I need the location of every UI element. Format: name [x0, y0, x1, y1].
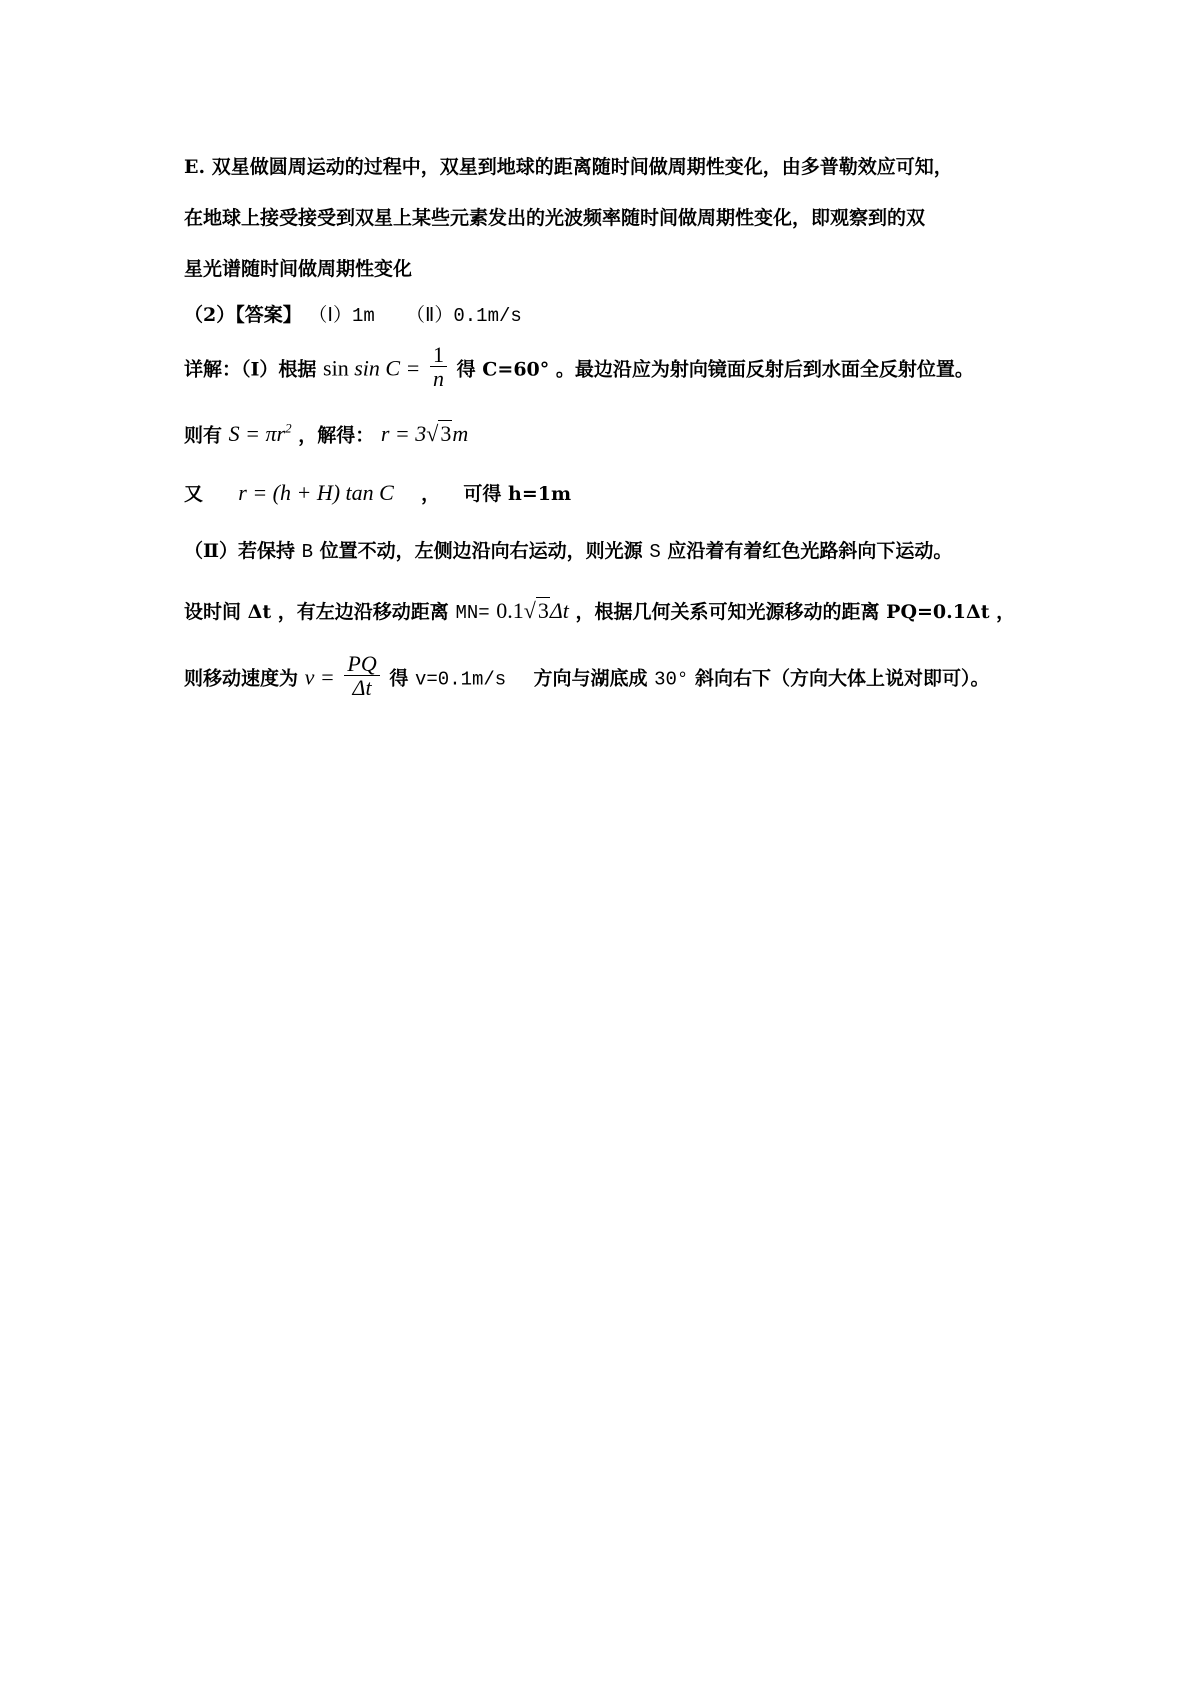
comma: ，: [421, 483, 441, 505]
answer-line: [184, 306, 522, 326]
detail-line-5: [184, 600, 1015, 623]
formula-v: v =: [304, 664, 335, 690]
para-e-line-3: [184, 260, 412, 279]
denominator: n: [433, 366, 445, 392]
denominator: Δt: [352, 675, 372, 701]
lead-text: 设时间: [184, 601, 242, 623]
answer-prefix: （2）【答案】: [184, 304, 302, 326]
exponent: 2: [285, 421, 292, 436]
end-punct: ，: [996, 601, 1016, 623]
answer-part-1: （Ⅰ）1m: [308, 305, 375, 327]
mid-text: ，解得：: [298, 424, 375, 447]
after-text: 可得: [463, 483, 502, 505]
radicand: 3: [537, 598, 549, 623]
fraction-1-over-n: [430, 343, 447, 390]
formula-left: sin C =: [354, 355, 421, 381]
formula-radius: r = 3√3m: [380, 421, 469, 447]
after-text: 得: [389, 667, 409, 690]
mid-text-1: ，有左边沿移动距离: [277, 601, 449, 623]
numerator: 1: [430, 343, 447, 367]
point-b: B: [301, 541, 314, 563]
formula-sinC: sin sin C =: [323, 355, 421, 381]
formula-radius-tan: r = (h + H) tan C: [238, 480, 394, 505]
result-text: C=60°: [482, 358, 550, 381]
lead-text: 则有: [184, 424, 223, 447]
result-text: PQ=0.1Δt: [886, 601, 990, 623]
mid-text-2: ，根据几何关系可知光源移动的距离: [575, 601, 880, 623]
text: 在地球上接受接受到双星上某些元素发出的光波频率随时间做周期性变化，即观察到的双: [184, 207, 926, 229]
para-e-line-1: [184, 158, 953, 177]
para-e-line-2: [184, 209, 925, 228]
lead-text: 详解：（Ⅰ）根据: [184, 358, 317, 381]
tail-text-2: 斜向右下（方向大体上说对即可）。: [694, 667, 990, 690]
formula-mn: 0.1√3Δt: [496, 598, 569, 623]
text: E. 双星做圆周运动的过程中，双星到地球的距离随时间做周期性变化，由多普勒效应可知，: [184, 156, 953, 178]
text: 星光谱随时间做周期性变化: [184, 258, 413, 280]
detail-line-4: [184, 542, 952, 562]
detail-line-3: [184, 482, 571, 504]
lead-text: 则移动速度为: [184, 667, 299, 690]
detail-line-6: [184, 651, 990, 703]
answer-part-2: （Ⅱ）0.1m/s: [406, 305, 522, 327]
formula-area: [229, 421, 292, 446]
lead-text: 又: [184, 483, 204, 505]
part-text: （Ⅱ）若保持: [184, 540, 296, 562]
delta-t-term: Δt: [549, 598, 569, 623]
formula-left: r = 3: [380, 421, 427, 447]
tail-text: 。最边沿应为射向镜面反射后到水面全反射位置。: [555, 358, 974, 381]
radicand: 3: [440, 421, 452, 447]
formula-body: S = πr: [228, 421, 286, 447]
detail-line-1: [184, 342, 974, 394]
detail-line-2: [184, 422, 468, 445]
result-text: h=1m: [508, 483, 572, 505]
tail-text: 方向与湖底成: [533, 667, 648, 690]
text-2: 应沿着有着红色光路斜向下运动。: [667, 540, 953, 562]
text-1: 位置不动，左侧边沿向右运动，则光源: [319, 540, 643, 562]
numerator: PQ: [344, 652, 379, 676]
unit: m: [452, 421, 469, 447]
after-text: 得: [456, 358, 476, 381]
fraction-pq-over-dt: [344, 652, 379, 699]
delta-t: Δt: [247, 601, 272, 623]
mn-label: MN=: [455, 602, 490, 624]
value-text: v=0.1m/s: [414, 668, 507, 691]
coefficient: 0.1: [496, 598, 524, 623]
angle-text: 30°: [654, 668, 689, 691]
source-s: S: [649, 541, 661, 563]
